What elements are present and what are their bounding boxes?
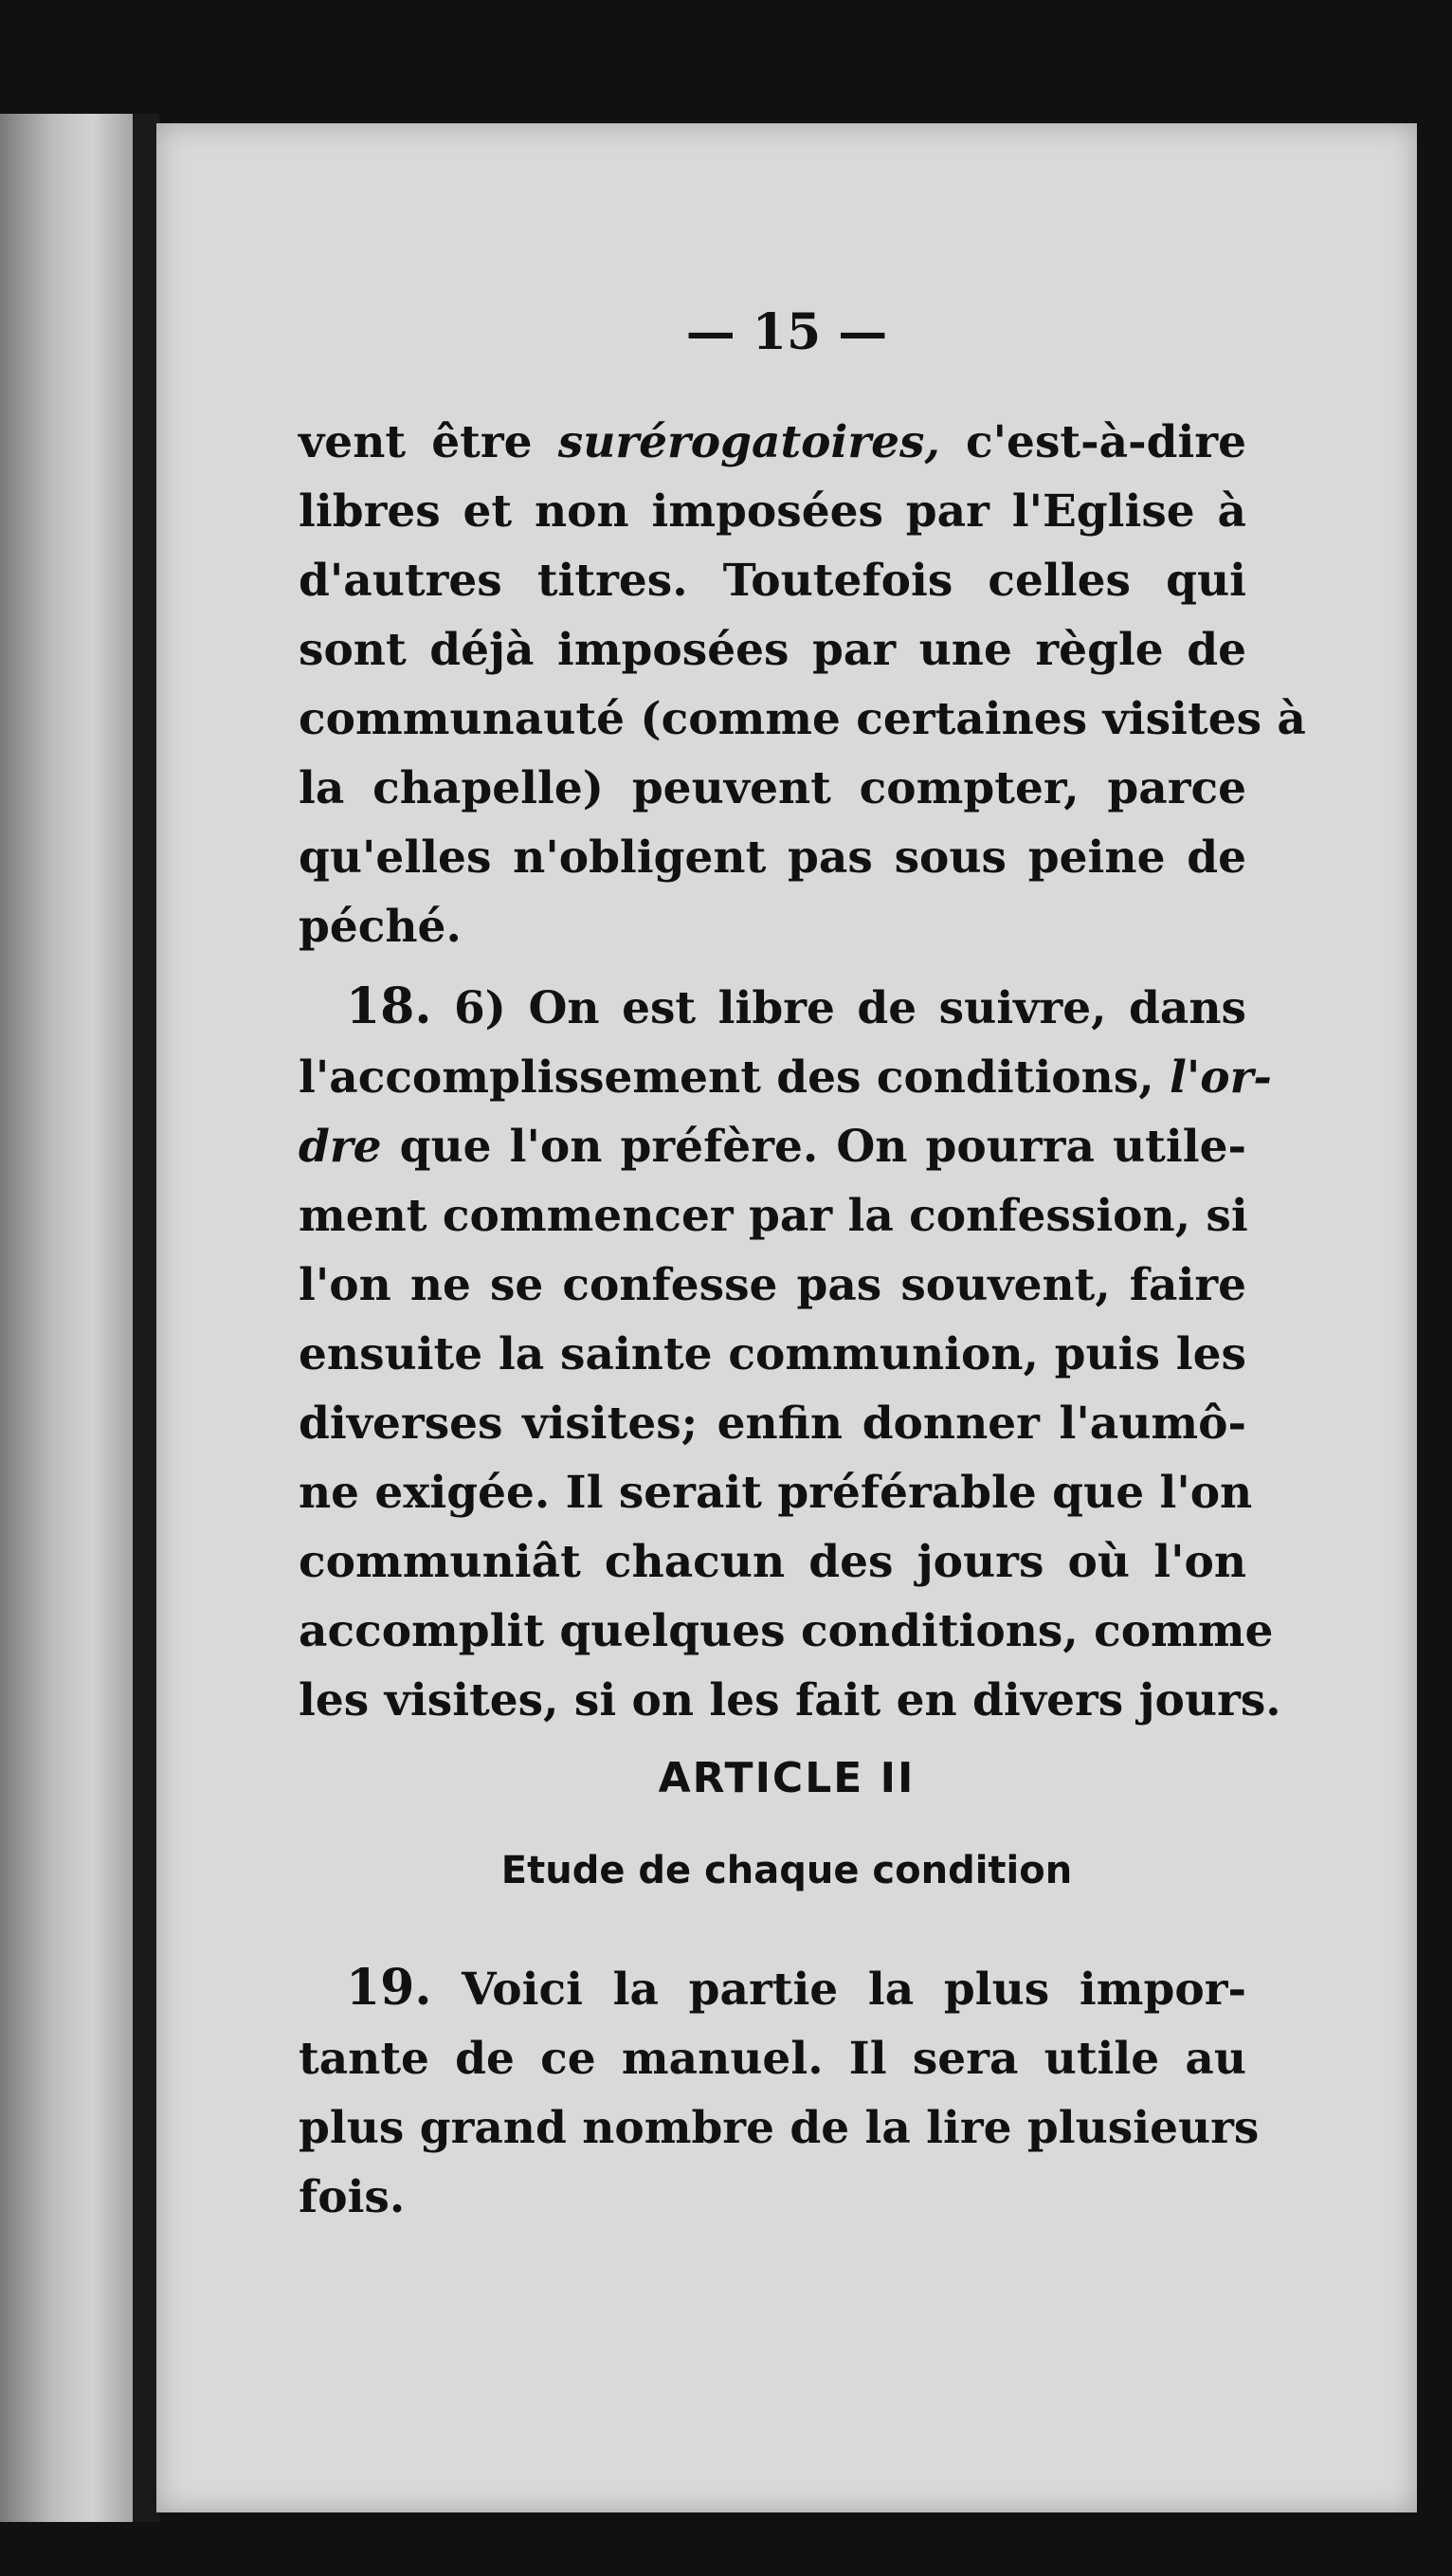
paragraph-number: 19. (346, 1959, 432, 2017)
book-gutter (133, 114, 159, 2522)
text-line: libres et non imposées par l'Eglise à (299, 485, 1246, 538)
text-line: 19. Voici la partie la plus impor- (346, 1959, 1246, 2017)
text-line: ensuite la sainte communion, puis les (299, 1328, 1246, 1380)
text-line: l'accomplissement des conditions, l'or- (299, 1051, 1272, 1104)
text-line: plus grand nombre de la lire plusieurs (299, 2102, 1260, 2154)
text-line: communauté (comme certaines visites à (299, 693, 1306, 745)
paragraph-number: 18. (346, 977, 432, 1035)
text-line: ment commencer par la confession, si (299, 1190, 1248, 1242)
text-line: dre que l'on préfère. On pourra utile- (299, 1121, 1246, 1173)
article-subheading: Etude de chaque condition (500, 1849, 1073, 1892)
text-line: qu'elles n'obligent pas sous peine de (299, 831, 1246, 884)
text-line: communiât chacun des jours où l'on (299, 1536, 1246, 1588)
paragraph-19 (299, 1953, 1260, 2232)
text-line: d'autres titres. Toutefois celles qui (299, 555, 1246, 607)
text-line: vent être surérogatoires, c'est-à-dire (299, 416, 1246, 468)
text-line: sont déjà imposées par une règle de (299, 624, 1246, 676)
text-line: péché. (299, 901, 462, 953)
text-line: les visites, si on les fait en divers jours. (299, 1674, 1281, 1726)
text-line: fois. (299, 2171, 406, 2223)
text-line: la chapelle) peuvent compter, parce (299, 762, 1246, 814)
article-heading: ARTICLE II (658, 1754, 916, 1802)
paragraph-continuation (299, 408, 1306, 961)
text-line: ne exigée. Il serait préférable que l'on (299, 1467, 1253, 1519)
text-line: tante de ce manuel. Il sera utile au (299, 2033, 1246, 2085)
page-number: — 15 — (685, 303, 888, 361)
text-line: l'on ne se confesse pas souvent, faire (299, 1259, 1246, 1311)
facing-page-edge (0, 114, 133, 2522)
text-line: accomplit quelques conditions, comme (299, 1605, 1274, 1657)
text-line: 18. 6) On est libre de suivre, dans (346, 977, 1246, 1035)
paragraph-18 (299, 972, 1281, 1735)
book-page (156, 123, 1417, 2512)
text-line: diverses visites; enfin donner l'aumô- (299, 1398, 1246, 1450)
